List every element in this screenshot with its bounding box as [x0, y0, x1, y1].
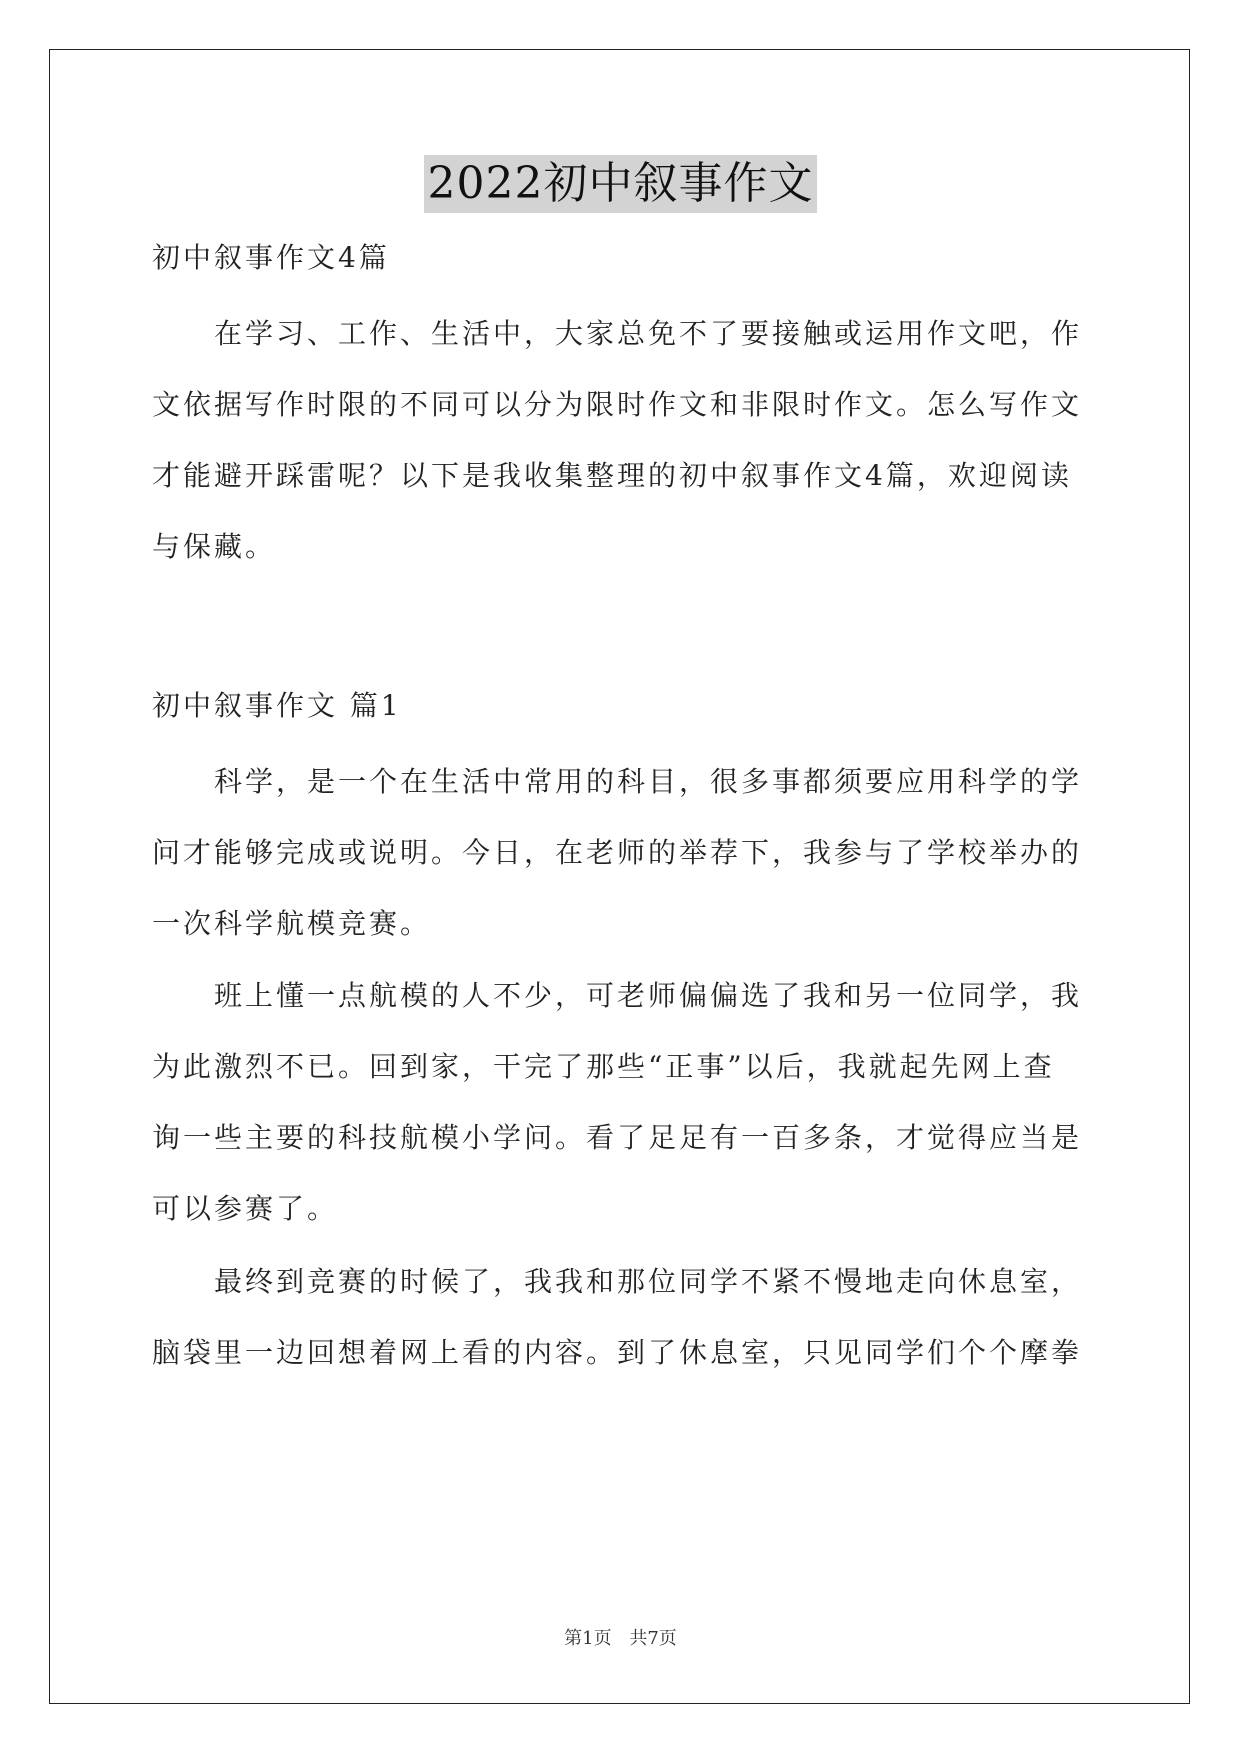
- paragraph-line: 为此激烈不已。回到家，干完了那些“正事”以后，我就起先网上查: [152, 1050, 1055, 1083]
- page-footer: [0, 1624, 1241, 1650]
- paragraph-line: 最终到竞赛的时候了，我我和那位同学不紧不慢地走向休息室，: [214, 1265, 1083, 1298]
- paragraph-line: 文依据写作时限的不同可以分为限时作文和非限时作文。怎么写作文: [152, 388, 1083, 421]
- document-title: 2022初中叙事作文: [424, 155, 818, 213]
- paragraph-line: 问才能够完成或说明。今日，在老师的举荐下，我参与了学校举办的: [152, 836, 1083, 869]
- paragraph-line: 一次科学航模竞赛。: [152, 907, 432, 940]
- section-heading: 初中叙事作文 篇1: [152, 689, 402, 722]
- paragraph-line: 可以参赛了。: [152, 1192, 339, 1225]
- page-number: 第1页: [564, 1628, 612, 1649]
- page-total: 共7页: [629, 1628, 677, 1649]
- page-border: [49, 49, 1190, 1704]
- paragraph-line: 脑袋里一边回想着网上看的内容。到了休息室，只见同学们个个摩拳: [152, 1336, 1083, 1369]
- paragraph-line: 才能避开踩雷呢？以下是我收集整理的初中叙事作文4篇，欢迎阅读: [152, 459, 1072, 492]
- paragraph-line: 在学习、工作、生活中，大家总免不了要接触或运用作文吧，作: [214, 317, 1083, 350]
- paragraph-line: 科学，是一个在生活中常用的科目，很多事都须要应用科学的学: [214, 765, 1083, 798]
- paragraph-line: 与保藏。: [152, 530, 277, 563]
- paragraph-line: 询一些主要的科技航模小学问。看了足足有一百多条，才觉得应当是: [152, 1121, 1083, 1154]
- intro-heading: 初中叙事作文4篇: [152, 241, 390, 274]
- paragraph-line: 班上懂一点航模的人不少，可老师偏偏选了我和另一位同学，我: [214, 979, 1083, 1012]
